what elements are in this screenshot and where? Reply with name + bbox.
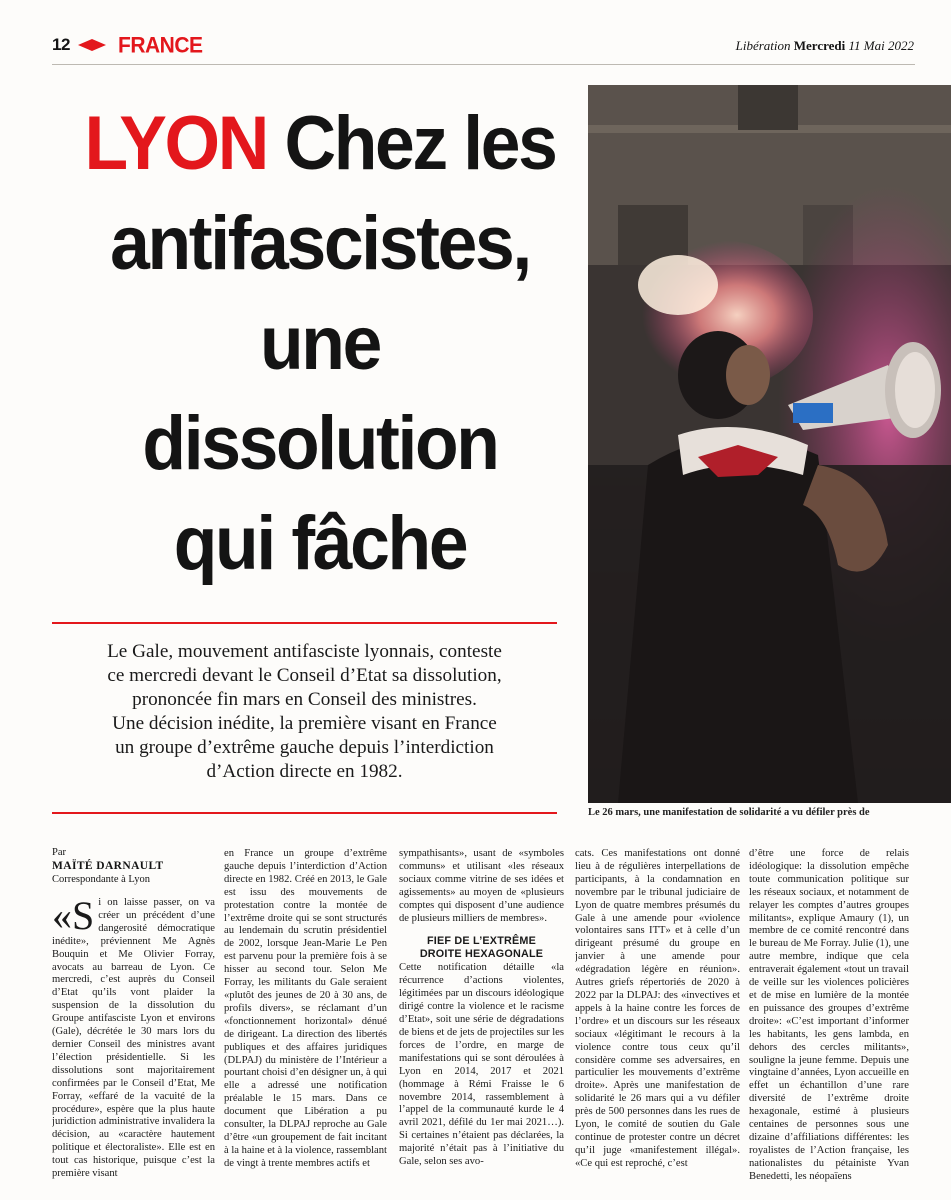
article-text: d’être une force de relais idéologique: la dissolution empêche toute communication politique sur les réseaux sociaux, et notamment de relayer les comptes d’autres groupes militants», explique Amaury (1), un membre de ce comité rencontré dans le bureau de Me Forray. Julie (1), une autre membre, indique que cela entraverait également «tout un travail de veille sur les violences policières et de mise en lumière de la montée en puissance des groupes d’extrême droite»: «C’est important d’informer les habitants, les gens lambda, en dehors des cercles militants», souligne la jeune femme. Depuis une vingtaine d’années, Lyon accueille en effet un échantillon d’une rare diversité de l’extrême droite hexagonale, estimé à plusieurs centaines de personnes sous une dizaine d’affiliations différentes: les royalistes de l’Action française, les nationalistes du pétainiste Yvan Benedetti, les néopaïens <box>749 848 909 1182</box>
standfirst-top-rule <box>52 622 557 624</box>
byline-label: Par <box>52 847 66 858</box>
headline <box>76 94 565 594</box>
standfirst-bottom-rule <box>52 812 557 814</box>
standfirst-line: d’Action directe en 1982. <box>206 761 403 782</box>
folio-day: Mercredi <box>793 38 846 53</box>
header-rule <box>52 64 915 65</box>
section-diamond-icon <box>78 38 106 52</box>
folio-date: 11 Mai 2022 <box>848 38 914 53</box>
dropcap: «S <box>52 897 95 938</box>
article-column-1 <box>52 897 215 1197</box>
standfirst-line: Le Gale, mouvement antifasciste lyonnais, conteste <box>107 641 502 662</box>
byline-author: MAÏTÉ DARNAULT <box>52 860 164 872</box>
headline-line-2: antifascistes, <box>110 201 530 286</box>
headline-line-3: une dissolution <box>142 301 498 486</box>
page-number: 12 <box>52 35 70 54</box>
subheading <box>399 935 564 960</box>
article-column-4 <box>575 848 740 1198</box>
headline-line-1: Chez les <box>284 101 556 186</box>
standfirst-line: un groupe d’extrême gauche depuis l’interdiction <box>115 737 494 758</box>
article-text: Cette notification détaille «la récurrence d’actions violentes, légitimées par un discours idéologique dirigé contre la violence et le racisme d’Etat», soit une série de dégradations de biens et de jets de projectiles sur les forces de l’ordre, en marge de manifestations qui se sont déroulées à Lyon en 2014, 2017 et 2021 (hommage à Rémi Fraisse le 6 novembre 2014, rassemblement à l’appel de la communauté kurde le 4 avril 2021, défilé du 1er mai 2021…). Si certaines n’étaient pas déclarées, la majorité n’était pas à l’initiative du Gale, selon ses avo- <box>399 962 564 1168</box>
newspaper-name: Libération <box>735 38 791 53</box>
headline-line-4: qui fâche <box>173 501 467 586</box>
folio <box>736 38 914 54</box>
subheading-line-2: DROITE HEXAGONALE <box>419 947 544 960</box>
article-column-2 <box>224 848 387 1198</box>
article-text: en France un groupe d’extrême gauche depuis l’interdiction d’Action directe en 1982. Créé en 2013, le Gale est issu des mouvements de protestation contre la montée de l’extrême droite qui se sont structurés au lendemain du scrutin présidentiel de 2002, lorsque Jean-Marie Le Pen est parvenu pour la première fois à se hisser au second tour. Selon Me Forray, les militants du Gale seraient «plutôt des jeunes de 20 à 30 ans, de profils divers», se réclamant d’un «fonctionnement horizontal» dénué de dirigeant. La direction des libertés publiques et des affaires juridiques (DLPAJ) du ministère de l’Intérieur a pourtant choisi d’en désigner un, à qui elle a adressé une notification préalable le 15 mars. Dans ce document que Libération a pu consulter, la DLPAJ reproche au Gale d’être «un groupement de fait incitant à la haine et à la violence, rassemblant de vingt à trente membres actifs et <box>224 848 387 1169</box>
byline-role: Correspondante à Lyon <box>52 874 150 885</box>
standfirst-line: ce mercredi devant le Conseil d’Etat sa dissolution, <box>107 665 502 686</box>
headline-kicker: LYON <box>84 101 267 186</box>
protest-photo <box>588 85 951 803</box>
standfirst-line: prononcée fin mars en Conseil des ministres. <box>132 689 477 710</box>
photo-caption: Le 26 mars, une manifestation de solidarité a vu défiler près de <box>588 807 870 818</box>
article-column-3 <box>399 848 564 1198</box>
article-column-5 <box>749 848 909 1198</box>
article-text: sympathisants», usant de «symboles communs» et utilisant «les réseaux sociaux comme vitrine de ses idées et agissements» au moyen de «plusieurs comptes qui disposent d’une audience de plusieurs milliers de membres». <box>399 848 564 924</box>
subheading-line-1: FIEF DE L’EXTRÊME <box>427 935 536 948</box>
standfirst-line: Une décision inédite, la première visant en France <box>112 713 497 734</box>
article-text: cats. Ces manifestations ont donné lieu à de régulières interpellations de participants, à la condamnation en novembre par le tribunal judiciaire de Lyon de quatre membres présumés du Gale à une amende pour «violence volontaires sans ITT» et à celle d’un dirigeant présumé du groupe en janvier à une amende pour «dégradation légère en réunion». Autres griefs répertoriés de 2020 à 2022 par la DLPAJ: des «invectives et appels à la haine contre les forces de l’ordre» et un discours sur les réseaux sociaux «légitimant le recours à la violence contre tous ceux qu’il considère comme ses adversaires, en particulier les mouvements d’extrême droite». Après une manifestation de solidarité le 26 mars qui a vu défiler près de 500 personnes dans les rues de Lyon, le comité de soutien du Gale continue de protester contre un décret qu’il juge «manifestement illégal». «Ce qui est reproché, c’est <box>575 848 740 1169</box>
standfirst <box>52 640 557 784</box>
article-text: i on laisse passer, on va créer un précédent d’une dangerosité démocratique inédite», préviennent Me Agnès Bouquin et Me Olivier Forray, avocats au barreau de Lyon. Ce mercredi, c’est auprès du Conseil d’Etat qu’ils vont plaider la suspension de la dissolution du Groupe antifasciste Lyon et environs (Gale), décrétée le 30 mars lors du dernier Conseil des ministres avant l’élection présidentielle. Si les dissolutions sont majoritairement confirmées par le Conseil d’Etat, Me Forray, «effaré de la vacuité de la procédure», espère que la plus haute juridiction administrative invalidera la décision, au «caractère hautement politique et électoraliste». Elle est en tout cas historique, puisque c’est la première visant <box>52 897 215 1180</box>
section-label: FRANCE <box>118 33 203 58</box>
